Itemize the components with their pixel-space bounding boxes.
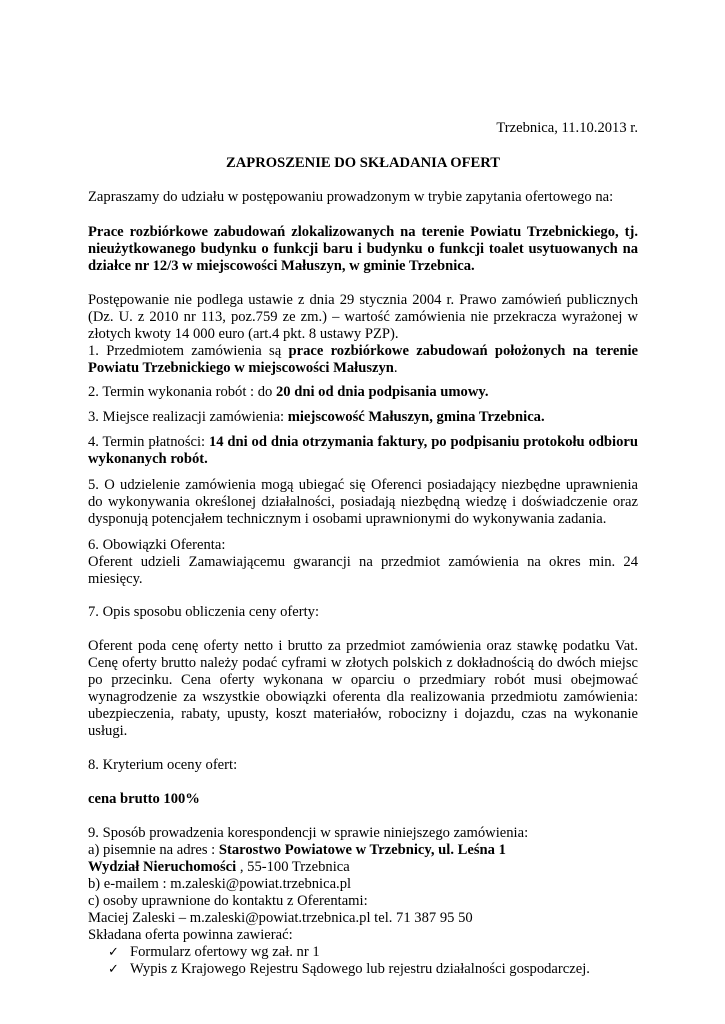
- section-1: [88, 343, 638, 377]
- section-9-department: [88, 859, 638, 876]
- checklist-item-label: Formularz ofertowy wg zał. nr 1: [130, 944, 320, 960]
- section-4: [88, 434, 638, 468]
- section-4-bold: 14 dni od dnia otrzymania faktury, po podpisaniu protokołu odbioru wykonanych robót.: [88, 434, 638, 467]
- section-9-department-rest: , 55-100 Trzebnica: [236, 859, 350, 875]
- section-9-contact-person: Maciej Zaleski – m.zaleski@powiat.trzebnica.pl tel. 71 387 95 50: [88, 910, 473, 926]
- section-1-suffix: .: [393, 360, 398, 376]
- checklist-item: [108, 961, 638, 978]
- legal-note: Postępowanie nie podlega ustawie z dnia 29 stycznia 2004 r. Prawo zamówień publicznych (Dz. U. z 2010 nr 113, poz.759 ze zm.) – wartość zamówienia nie przekracza wyrażonej w złotych kwoty 14 000 euro (art.4 pkt. 8 ustawy PZP).: [88, 292, 638, 342]
- section-9-email: b) e-mailem : m.zaleski@powiat.trzebnica.pl: [88, 876, 352, 892]
- offer-checklist: [108, 944, 638, 978]
- section-1-prefix: 1. Przedmiotem zamówienia są: [88, 343, 289, 359]
- section-2-bold: 20 dni od dnia podpisania umowy.: [276, 384, 489, 400]
- section-7-heading: 7. Opis sposobu obliczenia ceny oferty:: [88, 604, 320, 620]
- section-7-text: Oferent poda cenę oferty netto i brutto za przedmiot zamówienia oraz stawkę podatku Vat. Cenę oferty brutto należy podać cyframi w złotych polskich z dokładnością do dwóch miejsc po przecinku. Cena oferty wykonana w oparciu o przedmiary robót musi obejmować wynagrodzenie za wszystkie obowiązki oferenta dla realizowania przedmiotu zamówienia: ubezpieczenia, rabaty, upusty, koszt materiałów, robocizny i dojazdu, czas na wykonanie usługi.: [88, 638, 638, 739]
- section-2-prefix: 2. Termin wykonania robót : do: [88, 384, 276, 400]
- section-8-criterion: cena brutto 100%: [88, 791, 200, 807]
- section-9-address: [88, 842, 638, 859]
- check-icon: ✓: [108, 962, 119, 977]
- place-date: Trzebnica, 11.10.2013 r.: [496, 120, 638, 136]
- section-2: [88, 384, 638, 401]
- section-9-heading: 9. Sposób prowadzenia korespondencji w sprawie niniejszego zamówienia:: [88, 825, 529, 841]
- intro-text: Zapraszamy do udziału w postępowaniu prowadzonym w trybie zapytania ofertowego na:: [88, 189, 614, 205]
- section-3-prefix: 3. Miejsce realizacji zamówienia:: [88, 409, 288, 425]
- section-5: 5. O udzielenie zamówienia mogą ubiegać się Oferenci posiadający niezbędne uprawnienia do wykonywania określonej działalności, posiadają niezbędną wiedzę i doświadczenie oraz dysponują potencjałem technicznym i osobami uprawnionymi do wykonywania zadania.: [88, 477, 638, 527]
- section-9-offer-contents: Składana oferta powinna zawierać:: [88, 927, 293, 943]
- order-subject: Prace rozbiórkowe zabudowań zlokalizowanych na terenie Powiatu Trzebnickiego, tj. nieużytkowanego budynku o funkcji baru i budynku o funkcji toalet usytuowanych na działce nr 12/3 w miejscowości Małuszyn, w gminie Trzebnica.: [88, 224, 638, 274]
- section-9-address-prefix: a) pisemnie na adres :: [88, 842, 219, 858]
- section-9-address-bold: Starostwo Powiatowe w Trzebnicy, ul. Leśna 1: [218, 842, 506, 858]
- section-9-contact-heading: c) osoby uprawnione do kontaktu z Oferentami:: [88, 893, 368, 909]
- section-6-heading: 6. Obowiązki Oferenta:: [88, 537, 226, 553]
- checklist-item: [108, 944, 638, 961]
- section-6-text: Oferent udzieli Zamawiającemu gwarancji na przedmiot zamówienia na okres min. 24 miesięcy.: [88, 554, 638, 587]
- section-1-bold: prace rozbiórkowe zabudowań położonych na terenie Powiatu Trzebnickiego w miejscowości Małuszyn: [88, 343, 638, 376]
- document-title: ZAPROSZENIE DO SKŁADANIA OFERT: [226, 155, 500, 171]
- checklist-item-label: Wypis z Krajowego Rejestru Sądowego lub rejestru działalności gospodarczej.: [130, 961, 590, 977]
- section-3: [88, 409, 638, 426]
- section-9-department-bold: Wydział Nieruchomości: [88, 859, 237, 875]
- section-3-bold: miejscowość Małuszyn, gmina Trzebnica.: [287, 409, 545, 425]
- section-8-heading: 8. Kryterium oceny ofert:: [88, 757, 238, 773]
- section-4-prefix: 4. Termin płatności:: [88, 434, 209, 450]
- check-icon: ✓: [108, 945, 119, 960]
